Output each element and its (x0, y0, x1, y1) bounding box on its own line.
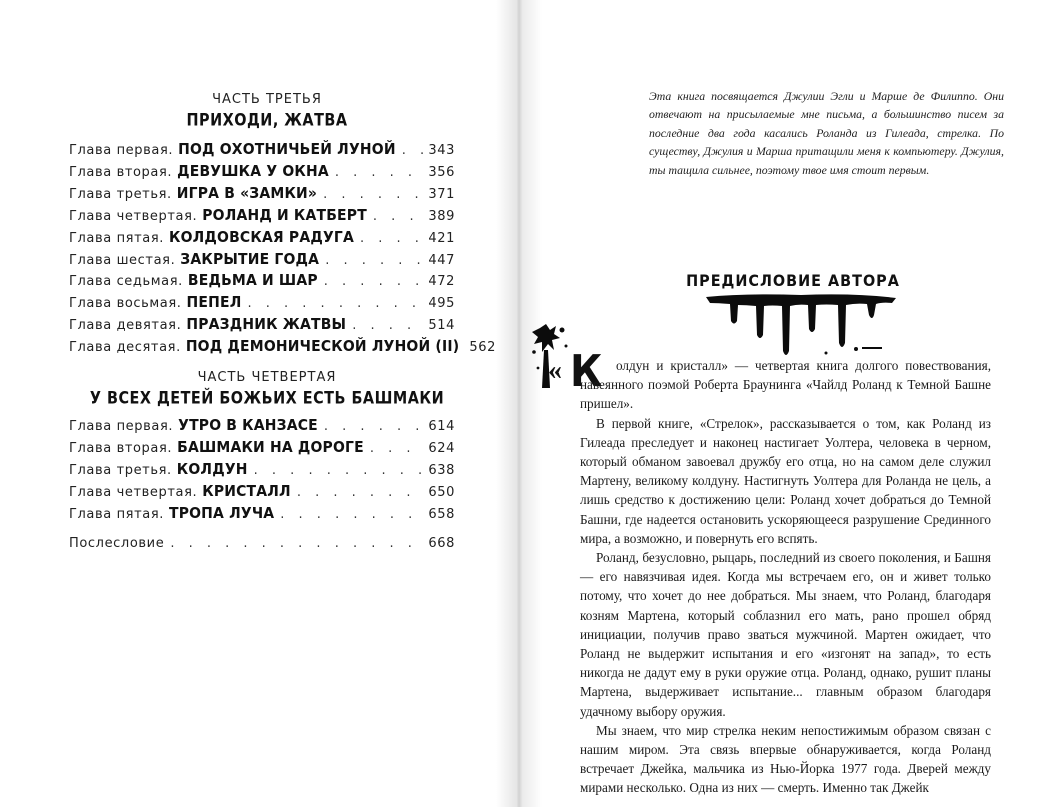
chapter-number-label: Глава девятая. (69, 318, 182, 334)
chapter-page-number: 389 (428, 208, 455, 224)
chapter-page-number: 472 (428, 274, 455, 290)
chapter-number-label: Глава вторая. (69, 440, 173, 456)
dropcap-letter: К (570, 346, 603, 397)
toc-chapter-row[interactable] (69, 438, 455, 460)
leader-dots (319, 253, 424, 268)
chapter-page-number: 658 (428, 506, 455, 522)
chapter-number-label: Глава первая. (69, 143, 174, 158)
chapter-number-label: Глава шестая. (69, 252, 176, 268)
dedication: Эта книга посвящается Джулии Эгли и Марше де Филиппо. Они отвечают на присылаемые мне письма, а большинство писем за последние два года касались Роланда из Гилеада, стрелка. По существу, Джулия и Марша притащили меня к компьютеру. Джулия, ты тащила сильнее, поэтому твое имя стоит первым. (649, 89, 1004, 177)
part-four-title: У ВСЕХ ДЕТЕЙ БОЖЬИХ ЕСТЬ БАШМАКИ (89, 387, 445, 408)
chapter-page-number: 650 (428, 484, 455, 500)
foreword-body (580, 356, 991, 798)
chapter-title: КОЛДУН (176, 459, 248, 478)
chapter-title: БАШМАКИ НА ДОРОГЕ (177, 437, 364, 456)
chapter-page-number: 447 (428, 252, 455, 268)
chapter-page-number: 624 (428, 440, 455, 456)
leader-dots (248, 463, 425, 478)
leader-dots (354, 231, 424, 246)
toc-chapter-row[interactable] (69, 206, 455, 228)
leader-dots (242, 296, 425, 311)
chapter-page-number: 562 (469, 340, 496, 356)
leader-dots (396, 143, 425, 158)
chapter-title: ПОД ДЕМОНИЧЕСКОЙ ЛУНОЙ (II) (185, 337, 460, 356)
toc-chapter-row[interactable] (69, 504, 455, 526)
leader-dots (318, 419, 424, 434)
chapter-title: ИГРА В «ЗАМКИ» (176, 183, 318, 202)
toc-chapter-row[interactable] (69, 162, 455, 184)
foreword-title: ПРЕДИСЛОВИЕ АВТОРА (686, 271, 900, 290)
afterword-label: Послесловие (69, 536, 165, 551)
chapter-page-number: 421 (428, 230, 455, 246)
foreword-paragraph: Мы знаем, что мир стрелка неким непостижимым образом связан с нашим миром. Эта связь впервые обнаруживается, когда Роланд встречает Джейка, мальчика из Нью-Йорка 1977 года. Дверей между мирами несколько. Одна из них — смерть. Именно так Джейк (580, 722, 991, 796)
chapter-number-label: Глава пятая. (69, 230, 164, 246)
chapter-title: ПОД ОХОТНИЧЬЕЙ ЛУНОЙ (178, 140, 396, 158)
dropcap-guillemet: « (548, 355, 562, 386)
chapter-number-label: Глава седьмая. (69, 274, 183, 290)
chapter-title: УТРО В КАНЗАСЕ (178, 416, 318, 434)
chapter-page-number: 371 (428, 186, 455, 202)
chapter-number-label: Глава четвертая. (69, 484, 198, 500)
part-four-label: ЧАСТЬ ЧЕТВЕРТАЯ (197, 370, 337, 385)
chapter-number-label: Глава третья. (69, 462, 172, 478)
toc-chapter-row[interactable] (69, 315, 455, 337)
chapter-page-number: 343 (428, 143, 455, 158)
chapter-number-label: Глава восьмая. (69, 296, 182, 312)
part-three-title: ПРИХОДИ, ЖАТВА (186, 109, 348, 130)
chapter-title: ВЕДЬМА И ШАР (187, 271, 318, 290)
toc-chapter-row[interactable] (69, 460, 455, 482)
chapter-title: ДЕВУШКА У ОКНА (177, 161, 329, 180)
leader-dots (329, 165, 425, 180)
left-page (0, 0, 518, 807)
chapter-number-label: Глава десятая. (69, 340, 181, 356)
leader-dots (274, 507, 424, 522)
chapter-number-label: Глава пятая. (69, 506, 164, 522)
chapter-title: КРИСТАЛЛ (202, 481, 291, 500)
leader-dots (346, 318, 424, 333)
chapter-page-number: 356 (428, 164, 455, 180)
toc-chapter-row[interactable] (69, 482, 455, 504)
toc-chapter-row[interactable] (69, 140, 455, 162)
foreword-paragraph: Роланд, безусловно, рыцарь, последний из своего поколения, и Башня — его навязчивая идея. Когда мы встречаем его, он и живет только потому, что хочет до нее добраться. Мы знаем, что Роланд, благодаря козням Мартена, который соблазнил его мать, рано прошел обряд инициации, получив право зваться мужчиной. Мартен ожидает, что Роланд не выдержит испытания и его «изгонят на запад», то есть никогда не дадут ему в руки оружие отца. Роланд, однако, рушит планы Мартена, выдерживает испытание... главным образом благодаря удачному выбору оружия. (580, 550, 991, 719)
leader-dots (364, 441, 425, 456)
foreword-paragraph: В первой книге, «Стрелок», рассказывается о том, как Роланд из Гилеада преследует и наконец настигает Уолтера, человека в черном, который обманом завоевал дружбу его отца, но на самом деле служил Мартену, великому колдуну. Настигнуть Уолтера для Роланда не цель, а лишь средство к достижению цели: Роланд хочет добраться до Темной Башни, где надеется остановить ускоряющееся разрушение Срединного мира, а возможно, и повернуть его вспять. (580, 415, 991, 546)
chapter-number-label: Глава первая. (69, 419, 174, 434)
toc-chapter-row[interactable] (69, 184, 455, 206)
chapter-number-label: Глава четвертая. (69, 208, 198, 224)
leader-dots (317, 187, 424, 202)
leader-dots (367, 209, 424, 224)
book-gutter-shadow (496, 0, 542, 807)
chapter-number-label: Глава вторая. (69, 164, 173, 180)
toc-chapter-row[interactable] (69, 293, 455, 315)
toc-chapter-row[interactable] (69, 228, 455, 250)
toc-chapter-row[interactable] (69, 416, 455, 438)
leader-dots (164, 536, 424, 551)
toc-chapter-row[interactable] (69, 250, 455, 272)
chapter-page-number: 638 (428, 462, 455, 478)
afterword-page: 668 (428, 536, 455, 551)
chapter-page-number: 495 (428, 296, 455, 312)
leader-dots (291, 485, 425, 500)
ink-drips-decoration (706, 291, 896, 361)
right-page (518, 0, 1043, 807)
chapter-page-number: 514 (428, 318, 455, 334)
chapter-title: РОЛАНД И КАТБЕРТ (202, 205, 367, 224)
afterword-row[interactable] (69, 536, 455, 558)
chapter-page-number: 614 (428, 419, 455, 434)
toc-chapter-row[interactable] (69, 337, 496, 359)
chapter-number-label: Глава третья. (69, 186, 172, 202)
foreword-paragraph (580, 356, 991, 414)
chapter-title: КОЛДОВСКАЯ РАДУГА (168, 227, 354, 246)
foreword-paragraph-text: олдун и кристалл» — четвертая книга долгого повествования, навеянного поэмой Роберта Браунинга «Чайлд Роланд к Темной Башне пришел». (580, 358, 991, 412)
chapter-title: ЗАКРЫТИЕ ГОДА (180, 249, 320, 268)
toc-chapter-row[interactable] (69, 271, 455, 293)
part-three-label: ЧАСТЬ ТРЕТЬЯ (212, 92, 322, 107)
chapter-title: ТРОПА ЛУЧА (168, 503, 275, 522)
leader-dots (318, 274, 425, 289)
chapter-title: ПЕПЕЛ (186, 293, 242, 312)
chapter-title: ПРАЗДНИК ЖАТВЫ (186, 315, 347, 334)
